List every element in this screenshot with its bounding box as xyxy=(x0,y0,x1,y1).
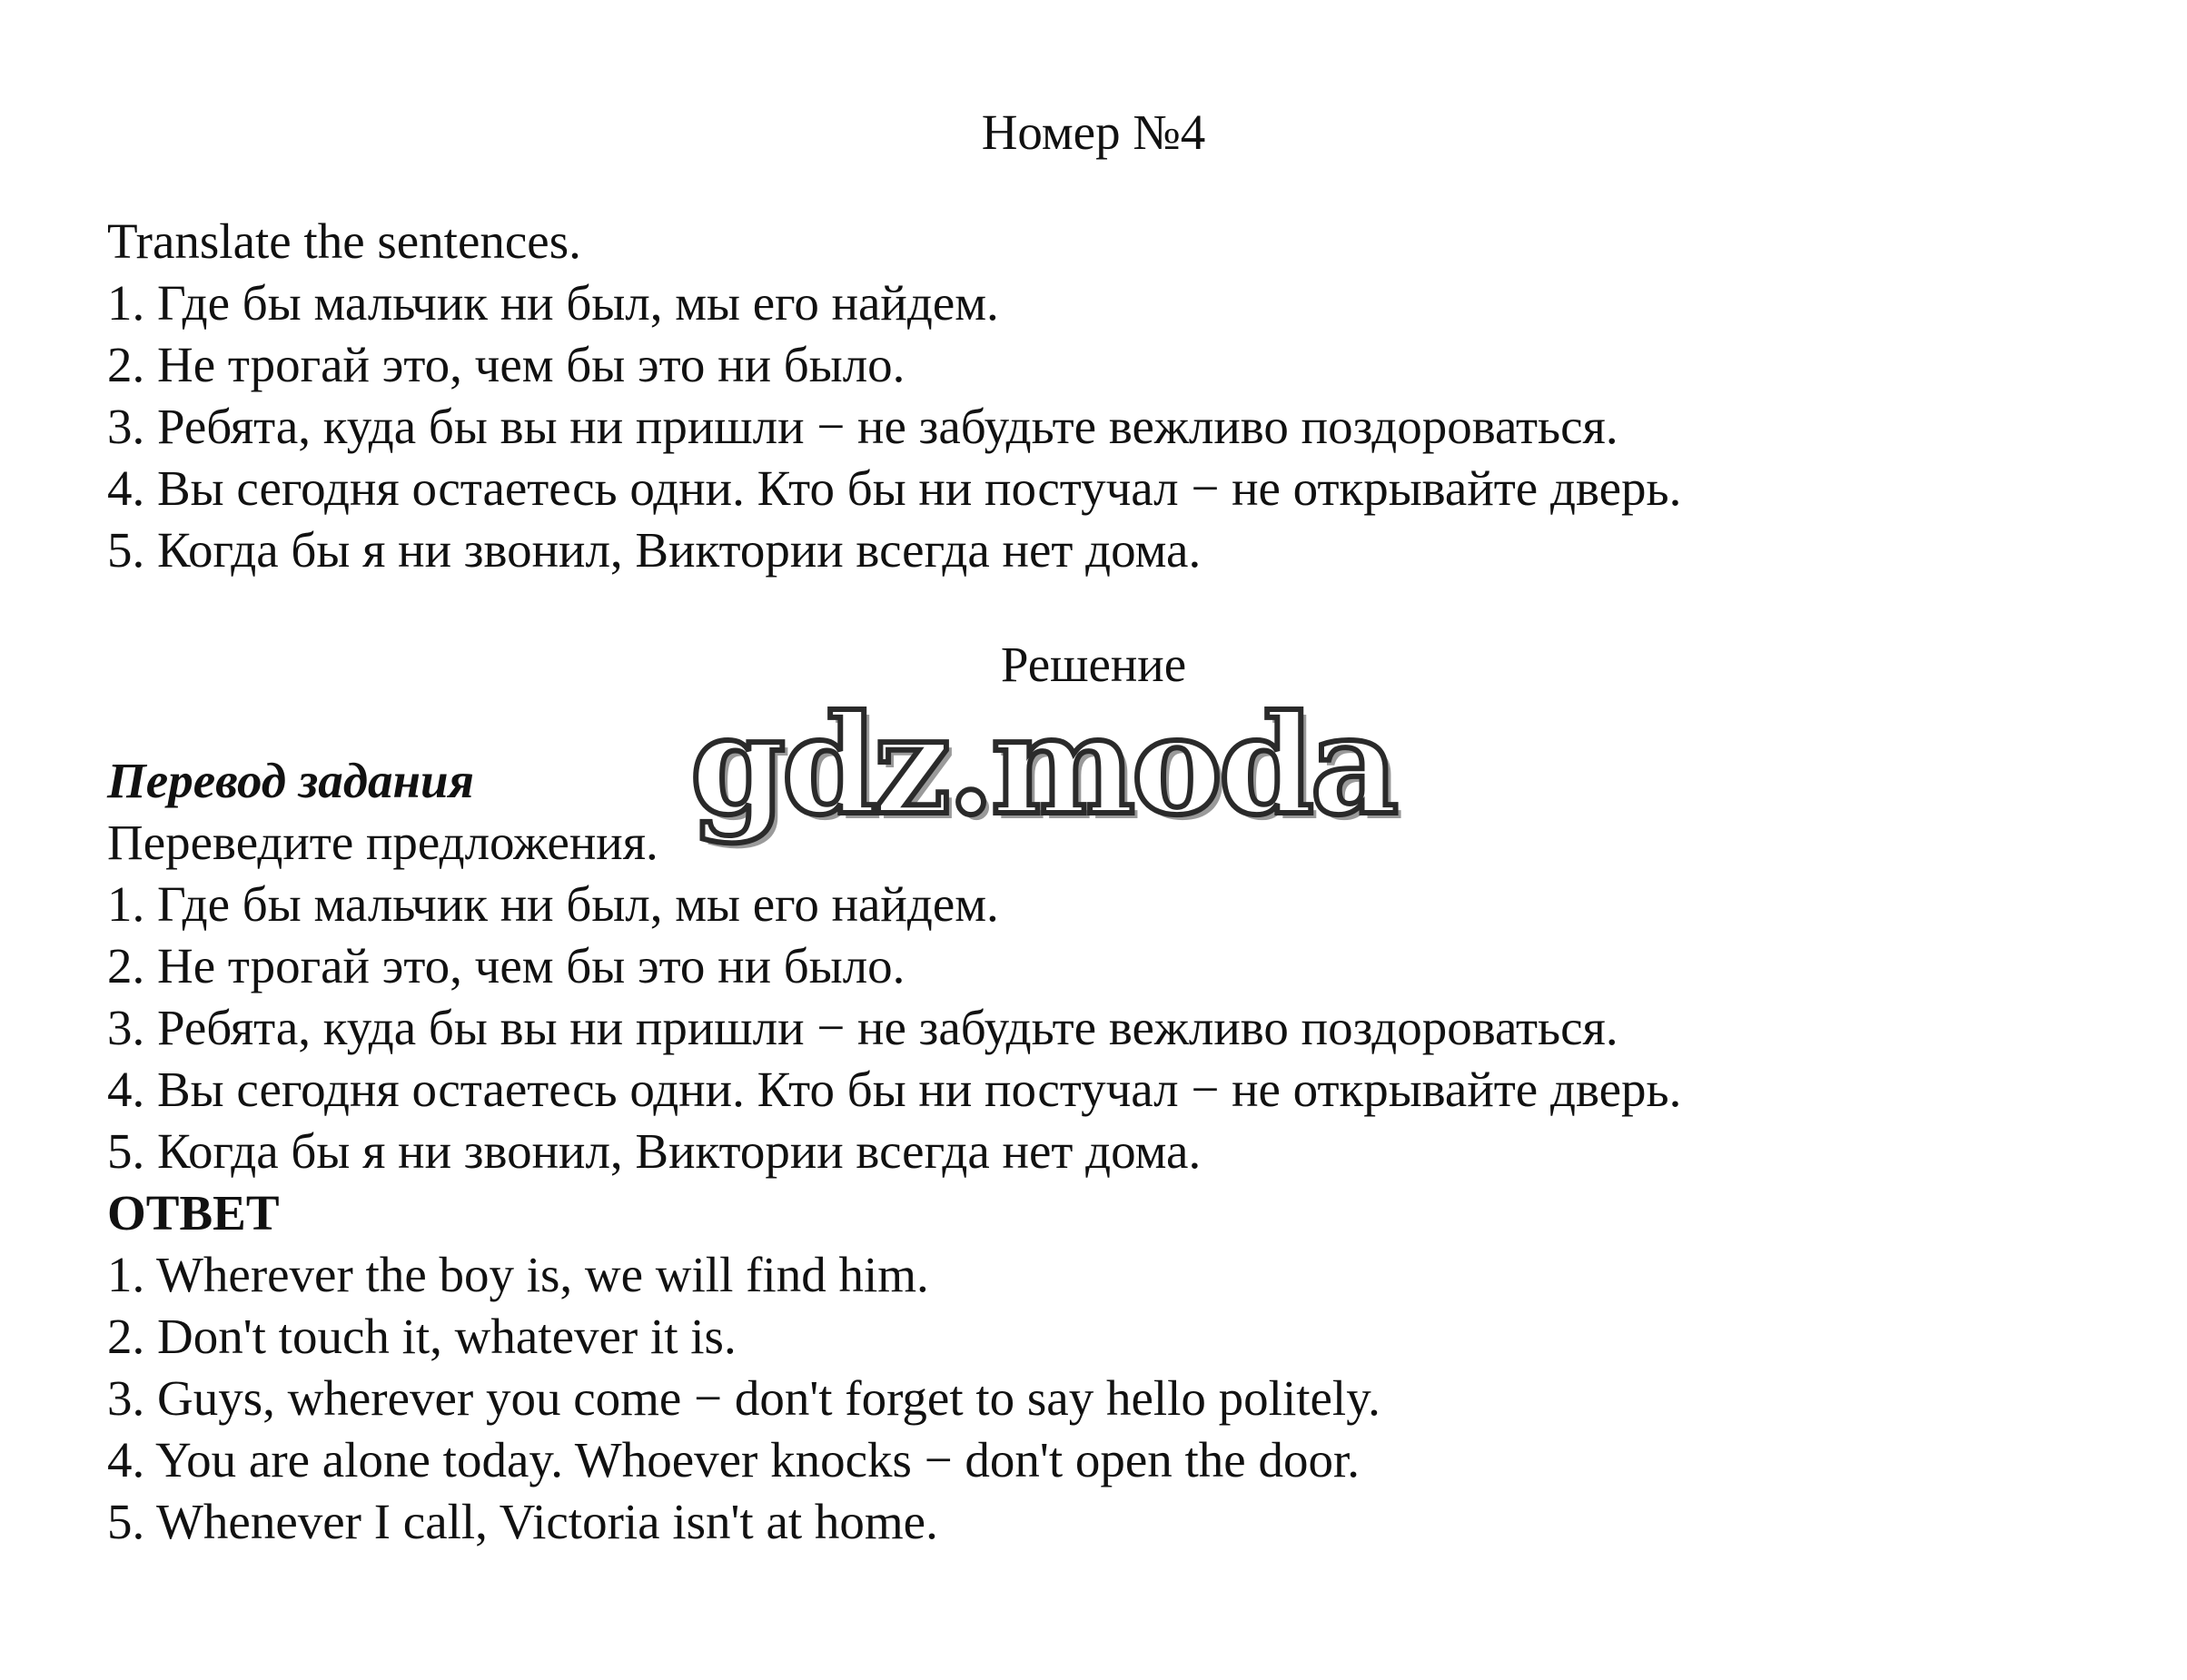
translation-sentence-3: 3. Ребята, куда бы вы ни пришли − не забудьте вежливо поздороваться. xyxy=(107,1000,1618,1055)
translation-sentence-1: 1. Где бы мальчик ни был, мы его найдем. xyxy=(107,876,999,932)
task-sentence-2: 2. Не трогай это, чем бы это ни было. xyxy=(107,337,905,392)
translation-heading: Перевод задания xyxy=(107,753,474,808)
task-sentence-3: 3. Ребята, куда бы вы ни пришли − не забудьте вежливо поздороваться. xyxy=(107,399,1618,454)
translation-sentence-5: 5. Когда бы я ни звонил, Виктории всегда нет дома. xyxy=(107,1123,1202,1179)
answer-sentence-4: 4. You are alone today. Whoever knocks − don't open the door. xyxy=(107,1432,1361,1487)
answer-sentence-5: 5. Whenever I call, Victoria isn't at home. xyxy=(107,1494,938,1549)
answer-sentence-2: 2. Don't touch it, whatever it is. xyxy=(107,1309,737,1364)
task-instruction: Translate the sentences. xyxy=(107,213,581,269)
task-sentence-4: 4. Вы сегодня остаетесь одни. Кто бы ни постучал − не открывайте дверь. xyxy=(107,460,1682,516)
task-sentence-5: 5. Когда бы я ни звонил, Виктории всегда нет дома. xyxy=(107,522,1202,578)
translation-sentence-4: 4. Вы сегодня остаетесь одни. Кто бы ни постучал − не открывайте дверь. xyxy=(107,1062,1682,1117)
translation-instruction: Переведите предложения. xyxy=(107,815,658,870)
page-title: Номер №4 xyxy=(981,104,1206,160)
answer-sentence-1: 1. Wherever the boy is, we will find him. xyxy=(107,1247,929,1302)
solution-heading: Решение xyxy=(1000,637,1187,692)
answer-sentence-3: 3. Guys, wherever you come − don't forget to say hello politely. xyxy=(107,1370,1380,1426)
translation-section xyxy=(107,750,1681,1553)
watermark-logo: gdz.moda xyxy=(690,686,1396,845)
task-section xyxy=(107,211,1681,581)
translation-sentence-2: 2. Не трогай это, чем бы это ни было. xyxy=(107,938,905,993)
task-sentence-1: 1. Где бы мальчик ни был, мы его найдем. xyxy=(107,275,999,331)
answer-heading: ОТВЕТ xyxy=(107,1185,280,1240)
